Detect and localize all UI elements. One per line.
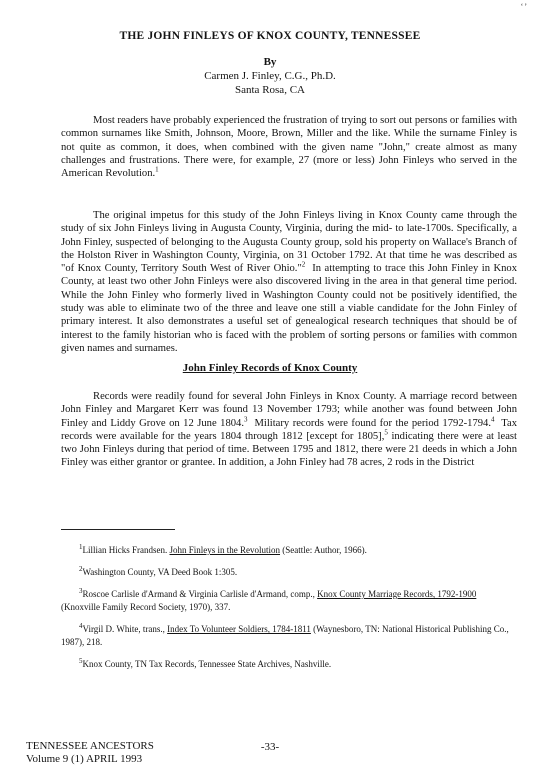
paragraph-impetus: The original impetus for this study of the John Finleys living in Knox County came through the study of six John Finleys living in Augusta County, Virginia, during the mid- to late-1700s. Specifically, a John Finley, suspected of belonging to the Augusta County group, sold his property on Wallace's Branch of the Holston River in Washington County, Virginia, on 31 October 1792. At that time he was described as "of Knox County, Territory South West of River Ohio."$^2$ In attempting to trace this John Finley in Knox County, at least two other John Finleys were also discovered living in the area in that general time period. While the John Finley who formerly lived in Washington County could not be positively identified, the study was able to eliminate two of the three and leave one still a viable candidate for the John Finley of primary interest. It also demonstrates a useful set of genealogical research techniques that should be of interest to the family historian who is faced with the problem of sorting persons or families with common given names and surnames. <box>61 210 518 354</box>
footnote-3: $^3$Roscoe Carlisle d'Armand & Virginia Carlisle d'Armand, comp., Knox County Marriage Records, 1792-1900 (Knoxville Family Record Society, 1970), 337. <box>61 587 477 612</box>
footnote-ref-4: 4 <box>490 415 495 424</box>
footnote-4: $^4$Virgil D. White, trans., Index To Volunteer Soldiers, 1784-1811 (Waynesboro, TN: National Historical Publishing Co., 1987), 218. <box>61 622 509 647</box>
author-name: Carmen J. Finley, C.G., Ph.D. <box>204 70 336 82</box>
author-location: Santa Rosa, CA <box>235 84 305 96</box>
page-number: -33- <box>260 741 280 753</box>
footnote-divider <box>61 529 175 530</box>
footnote-ref-5: 5 <box>384 428 388 437</box>
article-title: THE JOHN FINLEYS OF KNOX COUNTY, TENNESSEE <box>119 30 421 42</box>
footnote-ref-3: 3 <box>244 415 248 424</box>
footnote-ref-2: 2 <box>301 260 306 269</box>
journal-issue: Volume 9 (1) APRIL 1993 <box>26 753 143 765</box>
section-heading: John Finley Records of Knox County <box>182 362 358 374</box>
footnote-5: $^5$Knox County, TN Tax Records, Tennessee State Archives, Nashville. <box>79 657 332 669</box>
paragraph-records: Records were readily found for several John Finleys in Knox County. A marriage record between John Finley and Margaret Kerr was found 13 November 1793; while another was found between John Finley and Liddy Grove on 12 June 1804.$^3$ Military records were found for the period 1792-1794.$^4$ Tax records were available for the years 1804 through 1812 [except for 1805],$^5$ indicating there were at least two John Finleys during that period of time. Between 1795 and 1812, there were 21 deeds in which a John Finley was either grantor or grantee. In addition, a John Finley had 78 acres, 2 rods in the District <box>61 391 517 469</box>
footnote-2: $^2$Washington County, VA Deed Book 1:305. <box>79 565 238 577</box>
journal-name: TENNESSEE ANCESTORS <box>26 740 154 752</box>
byline-by: By <box>263 56 277 68</box>
footnote-ref-1: 1 <box>155 165 159 174</box>
footnote-1: $^1$Lillian Hicks Frandsen. John Finleys in the Revolution (Seattle: Author, 1966). <box>79 543 367 555</box>
corner-mark: ‘’ <box>520 2 528 11</box>
paragraph-intro: Most readers have probably experienced the frustration of trying to sort out persons or families with common surnames like Smith, Johnson, Moore, Brown, Miller and the like. While the surname Finley is not quite as common, it does, when combined with the given name "John," create almost as many challenges and frustrations. There were, for example, 27 (more or less) John Finleys who served in the American Revolution.$^1$ <box>61 115 517 180</box>
